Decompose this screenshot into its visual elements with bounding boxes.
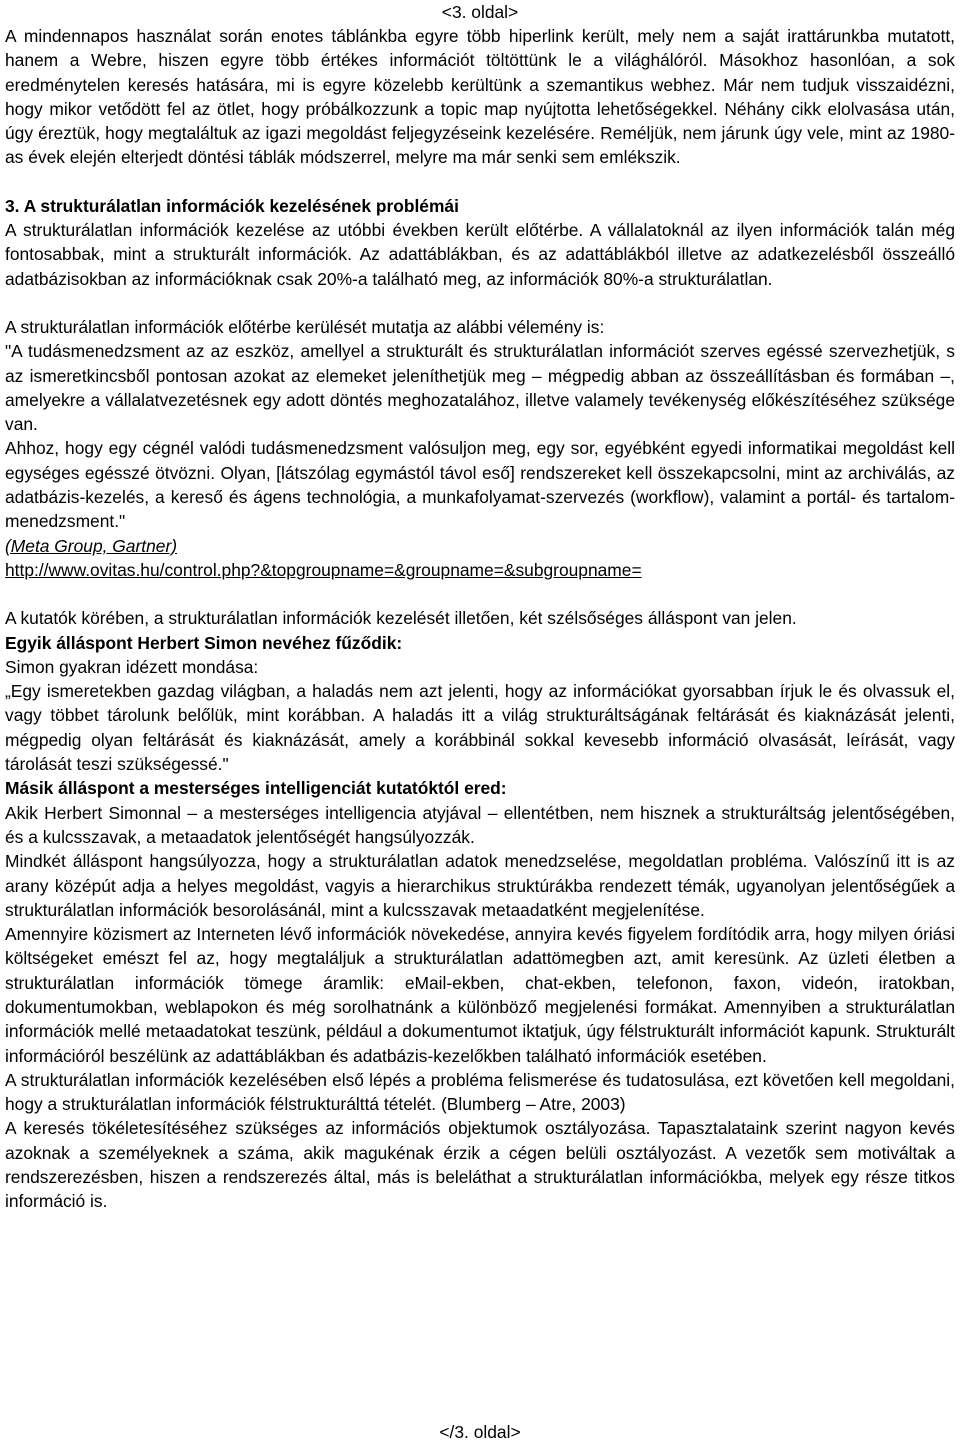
paragraph-two-viewpoints: A kutatók körében, a strukturálatlan információk kezelését illetően, két szélsőséges álláspont van jelen. [5,608,797,629]
paragraph-unstructured-intro: A strukturálatlan információk kezelése az utóbbi években került előtérbe. A vállalatoknál az ilyen információk talán még fontosabbak, mint a strukturált információk. Az adattáblákban, és az adattáblákból illetve az adatkezelésből összeálló adatbázisokban az információknak csak 20%-a található meg, az információk 80%-a strukturálatlan. [5,220,955,289]
paragraph-gap [5,582,955,606]
paragraph-classification: A keresés tökéletesítéséhez szükséges az információs objektumok osztályozása. Tapasztalataink szerint nagyon kevés azoknak a személyeknek a száma, akik magukénak érzik a cégen belüli osztályozást. A vezetők sem motiváltak a rendszerezésben, hiszen a rendszerezés által, más is beleláthat a strukturálatlan információkba, melyek egy része titkos információ is. [5,1118,955,1212]
paragraph-enotes-hyperlinks: A mindennapos használat során enotes táblánkba egyre több hiperlink került, mely nem a saját irattárunkba mutatott, hanem a Webre, hiszen egyre több értékes információt töltöttünk le a világhálóról. Másokhoz hasonlóan, a sok eredménytelen keresés hatására, mi is egyre közelebb kerültünk a szemantikus webhez. Már nem tudjuk visszaidézni, hogy mikor vetődött fel az ötlet, hogy próbálkozzunk a topic map nyújtotta lehetőségekkel. Néhány cikk elolvasása után, úgy éreztük, hogy megtaláltuk az igazi megoldást feljegyzéseink kezelésére. Reméljük, nem járunk úgy vele, mint az 1980-as évek elején elterjedt döntési táblák módszerrel, melyre ma már senki sem emlékszik. [5,26,955,168]
quote-paragraph-2: Ahhoz, hogy egy cégnél valódi tudásmenedzsment valósuljon meg, egy sor, egyébként egyedi informatikai megoldást kell egységes egésszé ötvözni. Olyan, [látszólag egymástól távol eső] rendszereket kell összekapcsolni, mint az archiválás, az adatbázis-kezelés, a kereső és ágens technológia, a munkafolyamat-szervezés (workflow), valamint a portál- és tartalom-menedzsment." [5,438,955,532]
heading-simon-viewpoint: Egyik álláspont Herbert Simon nevéhez fűződik: [5,632,403,653]
heading-ai-viewpoint: Másik álláspont a mesterséges intelligenciát kutatóktól ered: [5,778,507,799]
document-body [5,24,955,1214]
citation-link[interactable]: (Meta Group, Gartner) [5,535,178,556]
quote-paragraph-1: "A tudásmenedzsment az az eszköz, amellyel a strukturált és strukturálatlan információt szerves egéssé szervezhetjük, s az ismeretkincsből pontosan azokat az elemeket jeleníthetjük meg – mégpedig abban az összeállításban és formában –, amelyekre a vállalatvezetésnek egy adott döntés meghozatalához, illetve valamely tevékenység előkészítéséhez szüksége van. [5,341,955,435]
paragraph-simon-quote: „Egy ismeretekben gazdag világban, a haladás nem azt jelenti, hogy az információkat gyorsabban írjuk le és olvassuk el, vagy többet tárolunk belőlük, mint korábban. A haladás itt a világ strukturáltságának feltárását és kiaknázását jelenti, mégpedig olyan feltárását és kiaknázását, amely a korábbinál sokkal kevesebb információ olvasását, leírását, vagy tárolását teszi szükségessé." [5,681,955,775]
page-header: <3. oldal> [441,2,519,22]
paragraph-gap [5,170,955,194]
paragraph-ai-viewpoint: Akik Herbert Simonnal – a mesterséges intelligencia atyjával – ellentétben, nem hisznek a strukturáltság jelentőségében, és a kulcsszavak, a metaadatok jelentőségét hangsúlyozzák. [5,802,955,847]
paragraph-gap [5,291,955,315]
paragraph-both-viewpoints: Mindkét álláspont hangsúlyozza, hogy a strukturálatlan adatok menedzselése, megoldatlan probléma. Valószínű itt is az arany középút adja a helyes megoldást, vagyis a hierarchikus struktúrákba rendezett témák, ugyanolyan jelentőségűek a strukturálatlan információk besorolásánál, mint a kulcsszavak metaadatként megjelenítése. [5,851,955,920]
paragraph-simon-quote-lead: Simon gyakran idézett mondása: [5,656,259,677]
page-footer: </3. oldal> [439,1422,521,1442]
paragraph-internet-growth: Amennyire közismert az Interneten lévő információk növekedése, annyira kevés figyelem fordítódik arra, hogy milyen óriási költségeket emészt fel az, hogy megtaláljuk a strukturálatlan adattömegben azt, amit keresünk. Az üzleti életben a strukturálatlan információk tömege áramlik: eMail-ekben, chat-ekben, telefonon, faxon, videón, iratokban, dokumentumokban, weblapokon és még sorolhatnánk a különböző megjelenési formákat. Amennyiben a strukturálatlan információk mellé metaadatokat teszünk, például a dokumentumot iktatjuk, úgy félstrukturált információt kapunk. Strukturált információról beszélünk az adattáblákban és adatbázis-kezelőkben található információk esetében. [5,924,955,1066]
paragraph-opinion-lead: A strukturálatlan információk előtérbe kerülését mutatja az alábbi vélemény is: [5,316,605,337]
source-url-link[interactable]: http://www.ovitas.hu/control.php?&topgroupname=&groupname=&subgroupname= [5,559,642,580]
section-title: 3. A strukturálatlan információk kezelésének problémái [5,195,459,216]
paragraph-first-step: A strukturálatlan információk kezelésében első lépés a probléma felismerése és tudatosulása, ezt követően kell megoldani, hogy a strukturálatlan információk félstrukturálttá tételét. (Blumberg – Atre, 2003) [5,1069,955,1115]
